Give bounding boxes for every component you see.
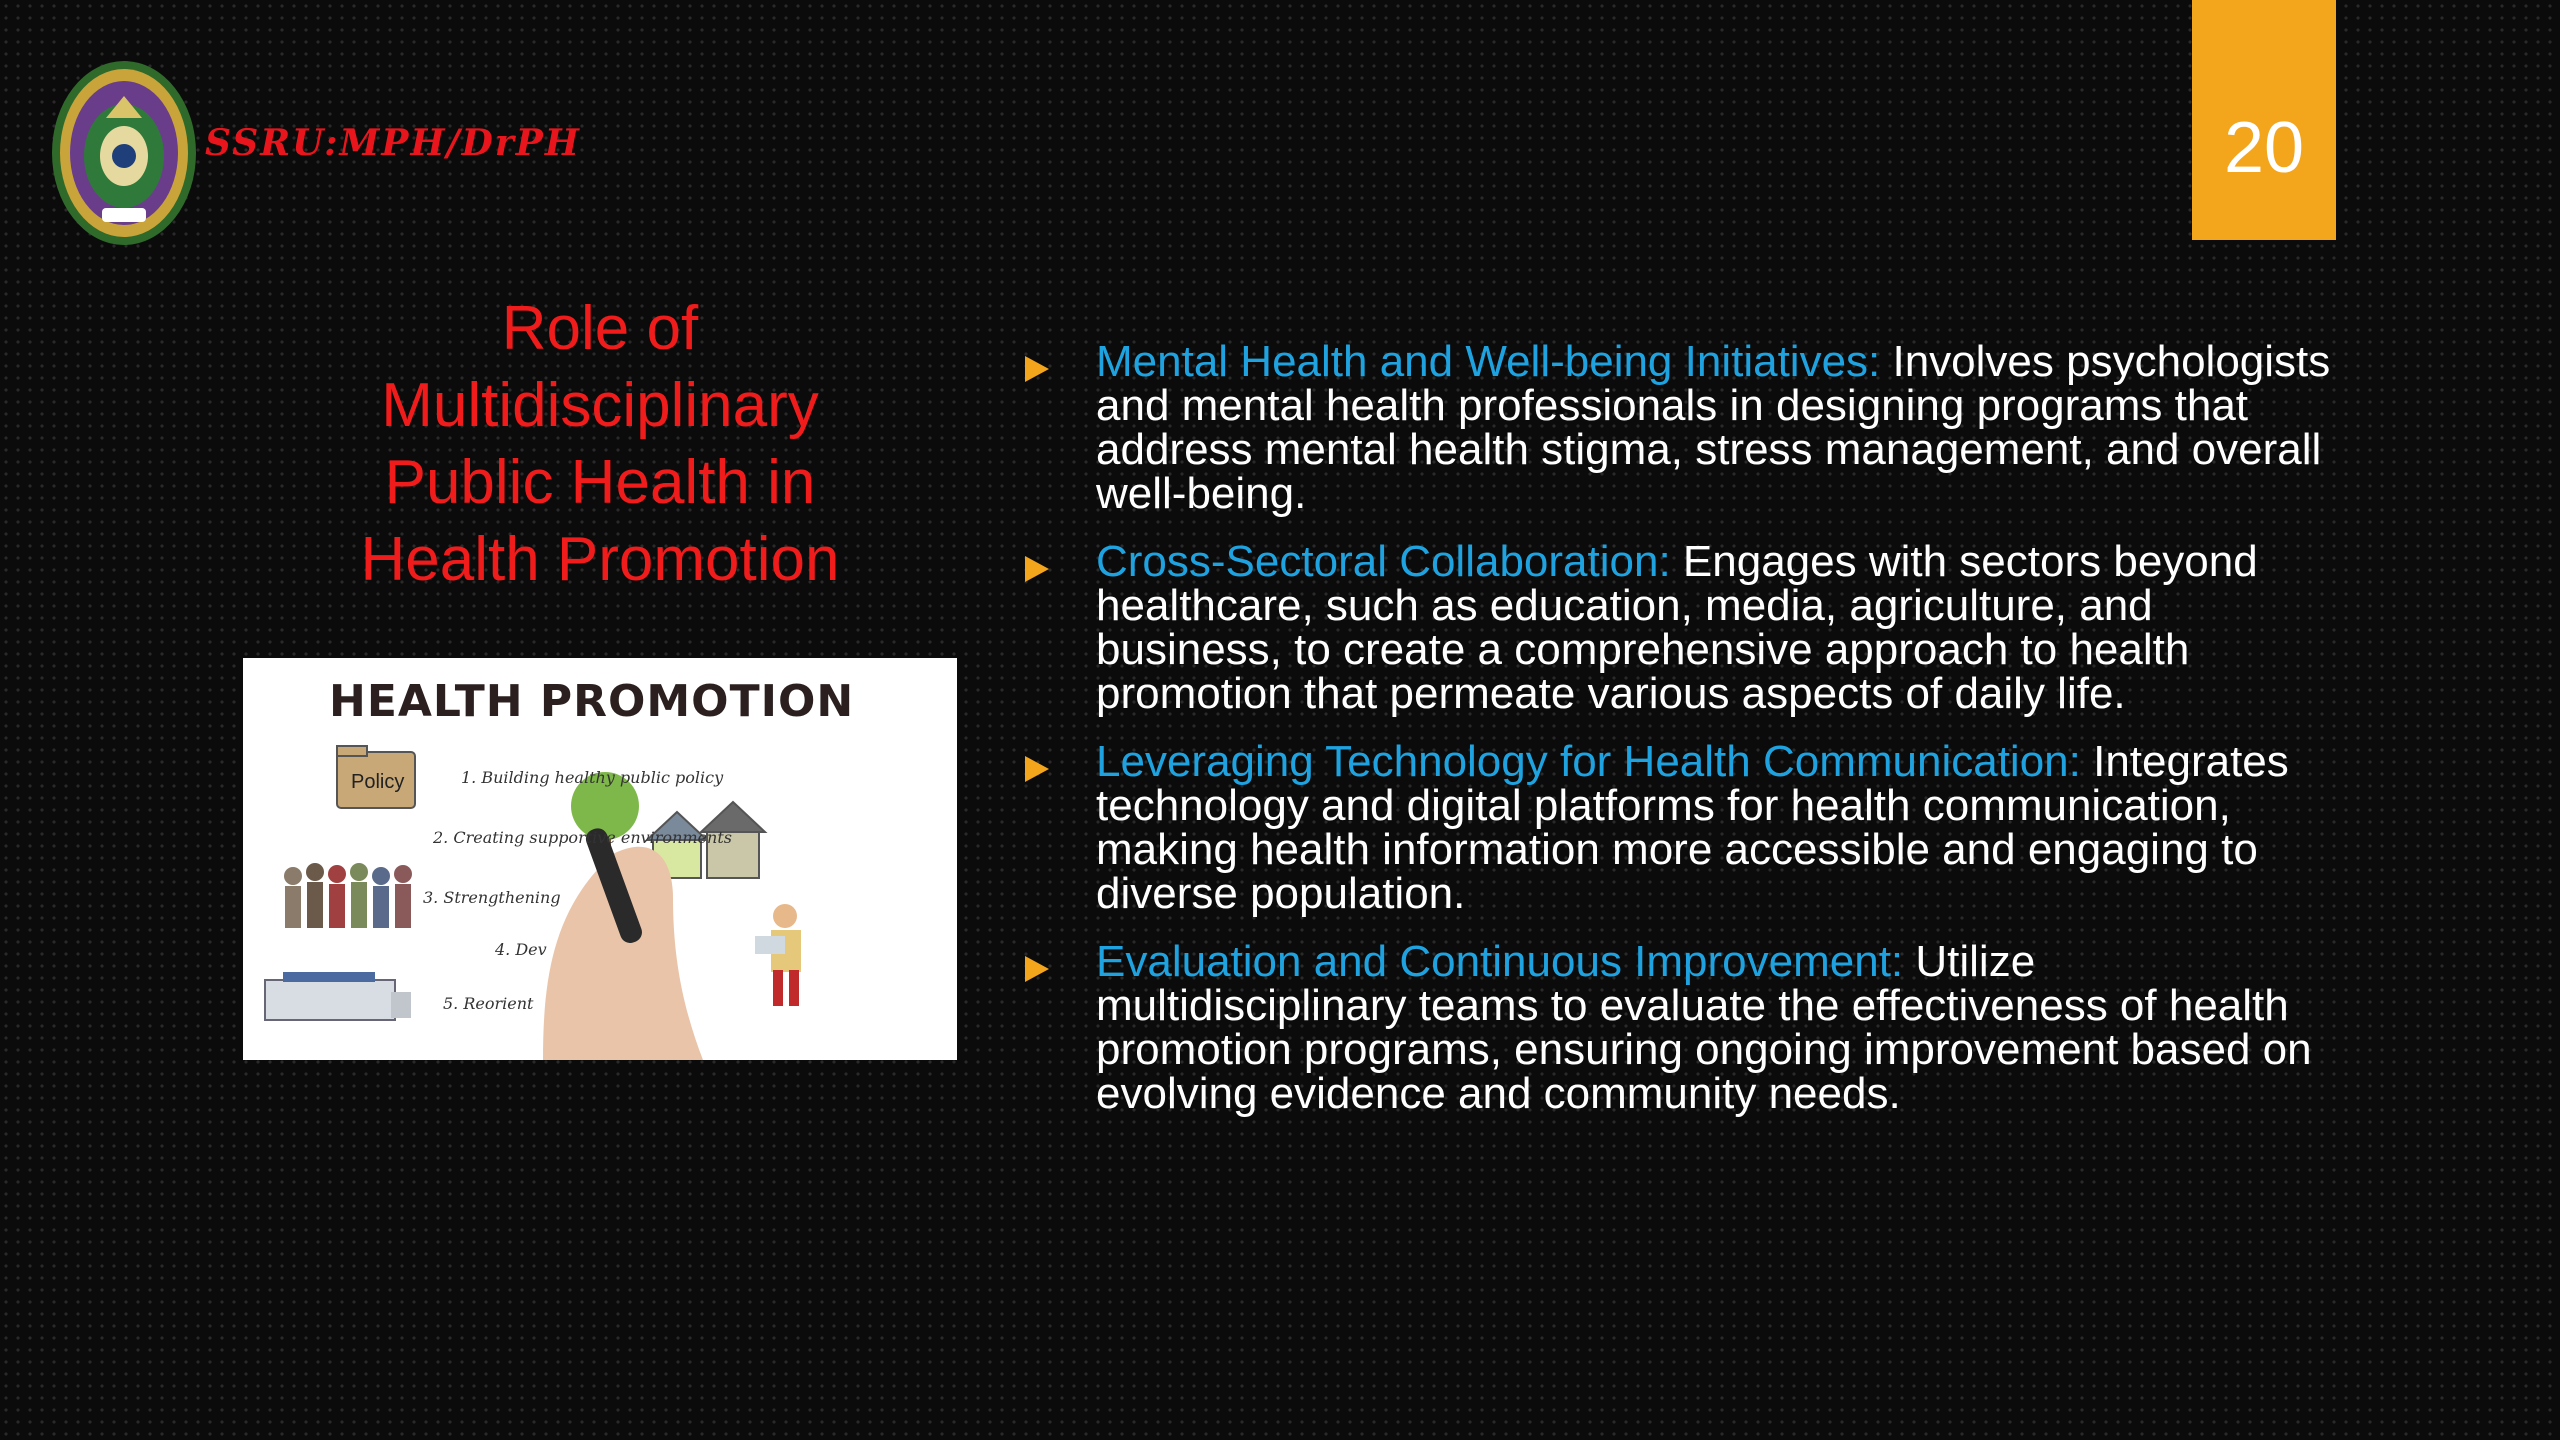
- illustration-item: 1. Building healthy public policy: [461, 768, 724, 787]
- bullet-text: Integrates technology and digital platforms for health communication, making health information more accessible and engaging to diverse population.: [1096, 737, 2289, 918]
- title-line: Multidisciplinary: [381, 371, 819, 440]
- illustration-item: 5. Reorient: [443, 994, 534, 1013]
- bullet-heading: Cross-Sectoral Collaboration:: [1096, 537, 1671, 586]
- title-line: Health Promotion: [360, 525, 840, 594]
- policy-folder-label: Policy: [351, 771, 405, 793]
- illustration-heading: HEALTH PROMOTION: [329, 676, 855, 727]
- title-line: Role of: [501, 294, 699, 363]
- bullet-heading: Leveraging Technology for Health Communication:: [1096, 737, 2081, 786]
- illustration-drawing: [243, 658, 957, 1060]
- bullet-item: [1020, 537, 2350, 718]
- title-line: Public Health in: [384, 448, 816, 517]
- bullet-list: [1020, 337, 2350, 1140]
- health-promotion-illustration: [243, 658, 957, 1060]
- bullet-heading: Evaluation and Continuous Improvement:: [1096, 937, 1904, 986]
- bullet-text: Engages with sectors beyond healthcare, such as education, media, agriculture, and business, to create a comprehensive approach to health promotion that permeate various aspects of daily life.: [1096, 537, 2258, 718]
- brand-text: SSRU:MPH/DrPH: [205, 122, 581, 164]
- bullet-arrow-icon: [1025, 756, 1049, 782]
- bullet-heading: Mental Health and Well-being Initiatives:: [1096, 337, 1881, 386]
- bullet-text: Involves psychologists and mental health professionals in designing programs that address mental health stigma, stress management, and overall well-being.: [1096, 337, 2331, 518]
- illustration-item: 4. Dev: [495, 940, 547, 959]
- bullet-item: [1020, 337, 2350, 518]
- bullet-arrow-icon: [1025, 956, 1049, 982]
- bullet-item: [1020, 737, 2350, 918]
- university-seal-logo: [50, 58, 198, 248]
- bullet-arrow-icon: [1025, 556, 1049, 582]
- bullet-text: Utilize multidisciplinary teams to evaluate the effectiveness of health promotion programs, ensuring ongoing improvement based on evolving evidence and community needs.: [1096, 937, 2312, 1118]
- bullet-item: [1020, 937, 2350, 1118]
- bullet-arrow-icon: [1025, 356, 1049, 382]
- slide-title: [300, 290, 900, 598]
- slide-number-badge: 20: [2192, 0, 2336, 240]
- illustration-item: 3. Strengthening: [423, 888, 561, 907]
- illustration-item: 2. Creating supportive environments: [433, 828, 732, 847]
